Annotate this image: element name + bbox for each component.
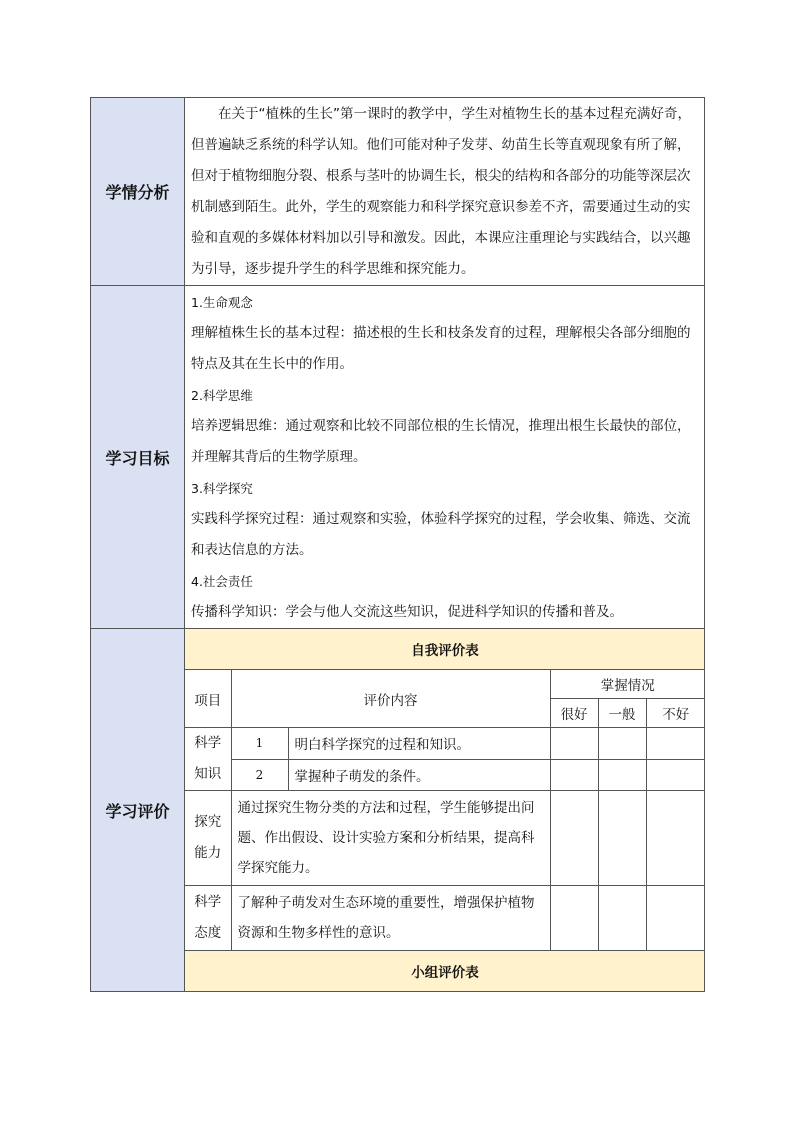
header-item: 项目 [185,670,231,728]
goal-body-2: 培养逻辑思维：通过观察和比较不同部位根的生长情况，推理出根生长最快的部位，并理解其背后的生物学原理。 [191,417,691,465]
knowledge-label-bottom: 知识 [194,766,222,782]
inquiry-average-cell[interactable] [598,791,646,886]
goals-row [91,286,705,629]
self-evaluation-table [185,629,705,991]
inquiry-very-good-cell[interactable] [550,791,598,886]
header-content: 评价内容 [231,670,550,728]
goal-body-3: 实践科学探究过程：通过观察和实验，体验科学探究的过程，学会收集、筛选、交流和表达信息的方法。 [191,510,691,558]
analysis-text: 在关于“植株的生长”第一课时的教学中，学生对植物生长的基本过程充满好奇，但普遍缺乏系统的科学认知。他们可能对种子发芽、幼苗生长等直观现象有所了解，但对于植物细胞分裂、根系与茎叶的协调生长，根尖的结构和各部分的功能等深层次机制感到陌生。此外，学生的观察能力和科学探究意识参差不齐，需要通过生动的实验和直观的多媒体材料加以引导和激发。因此，本课应注重理论与实践结合，以兴趣为引导，逐步提升学生的科学思维和探究能力。 [185,98,705,286]
attitude-text: 了解种子萌发对生态环境的重要性，增强保护植物资源和生物多样性的意识。 [231,886,550,951]
goal-body-1: 理解植株生长的基本过程：描述根的生长和枝条发育的过程，理解根尖各部分细胞的特点及其在生长中的作用。 [191,324,691,372]
goals-content [185,286,705,629]
goal-heading-2: 2.科学思维 [191,387,253,403]
analysis-row [91,98,705,286]
knowledge-1-very-good-cell[interactable] [550,728,598,760]
inquiry-poor-cell[interactable] [646,791,705,886]
knowledge-num-1: 1 [231,728,288,760]
header-mastery: 掌握情况 [550,670,705,699]
attitude-label [185,886,231,951]
knowledge-2-poor-cell[interactable] [646,759,705,791]
inquiry-label-top: 探究 [194,814,222,830]
knowledge-1-poor-cell[interactable] [646,728,705,760]
knowledge-2-very-good-cell[interactable] [550,759,598,791]
knowledge-label [185,728,231,791]
goal-heading-4: 4.社会责任 [191,573,253,589]
knowledge-1-average-cell[interactable] [598,728,646,760]
group-evaluation-title: 小组评价表 [185,951,705,992]
lesson-plan-table [90,97,704,992]
inquiry-label [185,791,231,886]
goal-heading-1: 1.生命观念 [191,294,253,310]
goal-body-4: 传播科学知识：学会与他人交流这些知识，促进科学知识的传播和普及。 [191,603,623,620]
attitude-very-good-cell[interactable] [550,886,598,951]
evaluation-row [91,629,705,992]
attitude-average-cell[interactable] [598,886,646,951]
inquiry-label-bottom: 能力 [194,845,222,861]
level-very-good: 很好 [550,699,598,728]
goal-heading-3: 3.科学探究 [191,480,253,496]
inquiry-text: 通过探究生物分类的方法和过程，学生能够提出问题、作出假设、设计实验方案和分析结果，提高科学探究能力。 [231,791,550,886]
attitude-poor-cell[interactable] [646,886,705,951]
attitude-label-bottom: 态度 [194,925,222,941]
knowledge-label-top: 科学 [194,735,222,751]
evaluation-content [185,629,705,992]
outer-table [90,97,705,992]
self-evaluation-title: 自我评价表 [185,629,705,670]
goals-label: 学习目标 [91,286,185,629]
attitude-label-top: 科学 [194,894,222,910]
knowledge-text-2: 掌握种子萌发的条件。 [288,759,550,791]
knowledge-2-average-cell[interactable] [598,759,646,791]
analysis-label: 学情分析 [91,98,185,286]
knowledge-num-2: 2 [231,759,288,791]
level-average: 一般 [598,699,646,728]
knowledge-text-1: 明白科学探究的过程和知识。 [288,728,550,760]
evaluation-label: 学习评价 [91,629,185,992]
level-poor: 不好 [646,699,705,728]
